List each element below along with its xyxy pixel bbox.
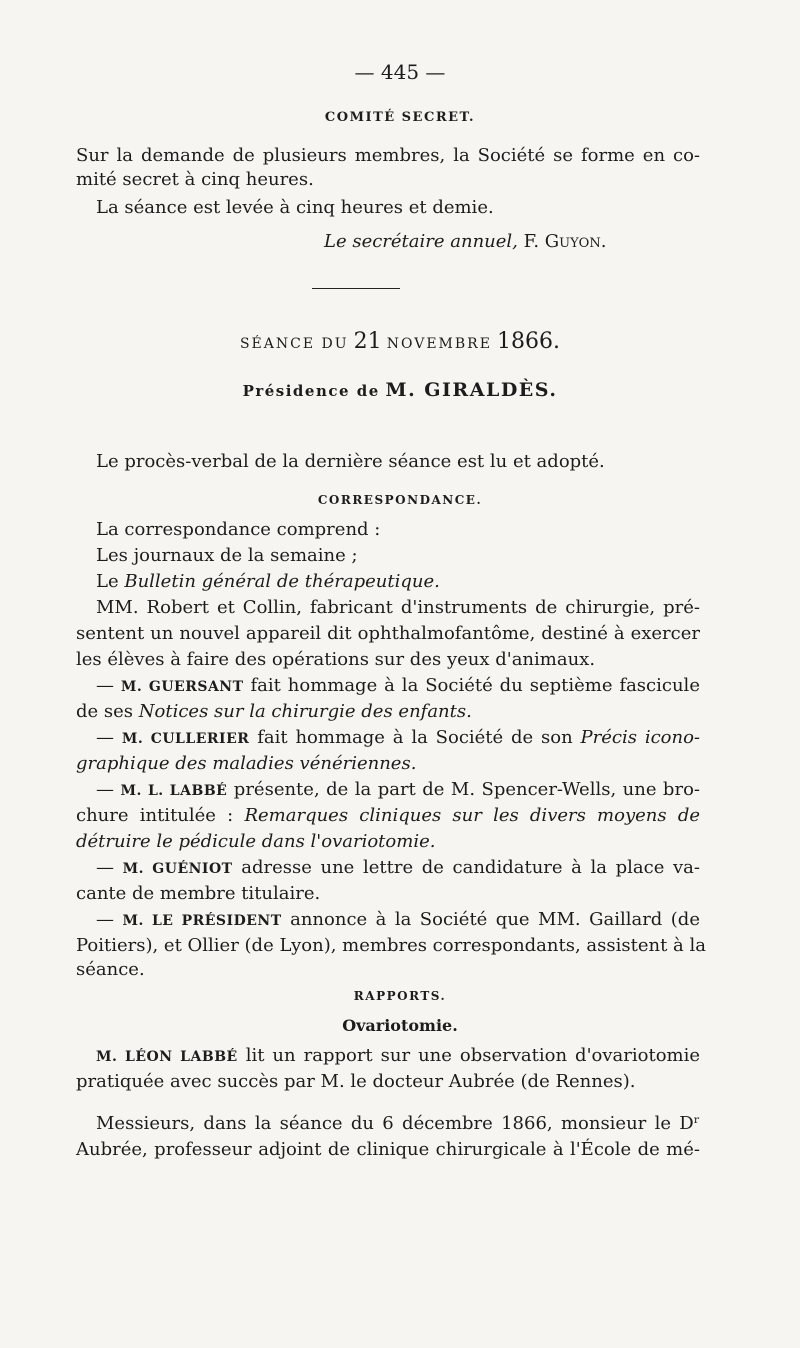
messieurs-line-1: Messieurs, dans la séance du 6 décembre 1866, monsieur le Dʳ — [96, 1113, 700, 1134]
gueniot-line-2: cante de membre titulaire. — [76, 883, 321, 904]
leon-labbe-text: lit un rapport sur une observation d'ovariotomie — [245, 1045, 701, 1066]
corr-line-3 — [96, 570, 720, 594]
comite-line-2: mité secret à cinq heures. — [76, 169, 314, 190]
seance-month: NOVEMBRE — [386, 336, 492, 352]
labbe-pre: chure intitulée : — [76, 805, 234, 826]
gueniot-name: M. GUÉNIOT — [122, 861, 233, 877]
mm-robert-line-2: sentent un nouvel appareil dit ophthalmofantôme, destiné à exercer — [76, 623, 700, 644]
president-line-2: Poitiers), et Ollier (de Lyon), membres correspondants, assistent à la — [76, 935, 706, 956]
corr-line-1: La correspondance comprend : — [96, 519, 381, 540]
labbe-line-3: détruire le pédicule dans l'ovariotomie. — [76, 831, 436, 852]
guersant-line-2 — [76, 700, 700, 724]
president-line-1: — M. LE PRÉSIDENT annonce à la Société que MM. Gaillard (de — [96, 909, 700, 930]
presidence-label: Présidence de — [242, 382, 380, 400]
section-divider — [312, 288, 400, 289]
president-line-3: séance. — [76, 959, 145, 980]
cullerier-line-2: graphique des maladies vénériennes. — [76, 753, 417, 774]
leon-labbe-line-2: pratiquée avec succès par M. le docteur Aubrée (de Rennes). — [76, 1071, 636, 1092]
heading-rapports: RAPPORTS. — [353, 989, 447, 1003]
labbe-text: présente, de la part de M. Spencer-Wells, une bro- — [233, 779, 700, 800]
guersant-pre: de ses — [76, 701, 134, 722]
leon-labbe-line-1 — [96, 1044, 700, 1069]
proces-verbal: Le procès-verbal de la dernière séance est lu et adopté. — [96, 451, 605, 472]
mm-robert-line-1: MM. Robert et Collin, fabricant d'instruments de chirurgie, pré- — [96, 597, 700, 618]
labbe-name: M. L. LABBÉ — [120, 783, 228, 799]
le-president-name: M. LE PRÉSIDENT — [122, 913, 282, 929]
heading-ovariotomie: Ovariotomie. — [342, 1016, 458, 1035]
mm-robert-line-3: les élèves à faire des opérations sur des yeux d'animaux. — [76, 649, 596, 670]
presidence — [0, 378, 800, 403]
cullerier-text: fait hommage à la Société de son — [257, 727, 573, 748]
corr-line-3-pre: Le — [96, 571, 119, 592]
signature — [324, 230, 700, 254]
heading-correspondance: CORRESPONDANCE. — [317, 493, 483, 507]
notices-title: Notices sur la chirurgie des enfants. — [138, 701, 472, 722]
precis-title-1: Précis icono- — [580, 727, 701, 748]
labbe-line-2 — [76, 804, 700, 828]
president-text: annonce à la Société que MM. Gaillard (de — [290, 909, 700, 930]
seance-prefix: SÉANCE DU — [239, 336, 349, 352]
comite-line-3: La séance est levée à cinq heures et demie. — [96, 197, 494, 218]
gueniot-text: adresse une lettre de candidature à la place va- — [241, 857, 700, 878]
seance-day: 21 — [353, 329, 382, 354]
guersant-name: M. GUERSANT — [120, 679, 244, 695]
guersant-line-1: — M. GUERSANT fait hommage à la Société du septième fascicule — [96, 675, 700, 696]
signature-name: F. Guyon. — [523, 231, 607, 252]
page-number: — 445 — — [354, 60, 446, 84]
corr-line-2: Les journaux de la semaine ; — [96, 545, 358, 566]
guersant-text: fait hommage à la Société du septième fascicule — [250, 675, 700, 696]
comite-line-1: Sur la demande de plusieurs membres, la Société se forme en co- — [76, 145, 700, 166]
gueniot-line-1: — M. GUÉNIOT adresse une lettre de candidature à la place va- — [96, 857, 700, 878]
bulletin-title: Bulletin général de thérapeutique. — [124, 571, 440, 592]
messieurs-line-2: Aubrée, professeur adjoint de clinique chirurgicale à l'École de mé- — [76, 1139, 700, 1160]
seance-year: 1866. — [497, 329, 561, 354]
section-title-comite-secret: COMITÉ SECRET. — [324, 110, 476, 125]
remarques-title-1: Remarques cliniques sur les divers moyens de — [244, 805, 700, 826]
seance-title — [0, 330, 800, 356]
leon-labbe-name: M. LÉON LABBÉ — [96, 1049, 238, 1065]
signature-role: Le secrétaire annuel, — [324, 231, 518, 252]
president-name: M. GIRALDÈS. — [385, 379, 558, 401]
cullerier-line-1: — M. CULLERIER fait hommage à la Société de son Précis icono- — [96, 727, 701, 748]
labbe-line-1: — M. L. LABBÉ présente, de la part de M. Spencer-Wells, une bro- — [96, 779, 700, 800]
cullerier-name: M. CULLERIER — [121, 731, 250, 747]
